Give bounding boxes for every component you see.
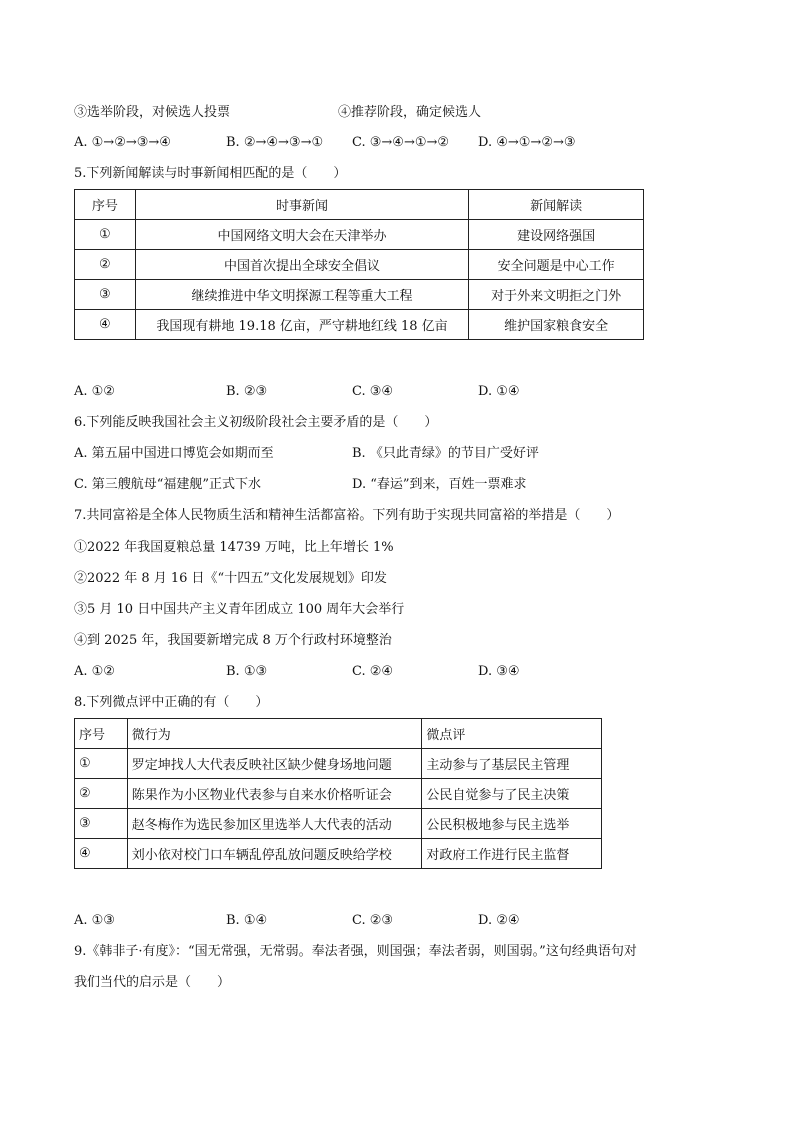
q4-option-b[interactable]: B. ②→④→③→① [226,135,324,150]
table-cell: 中国网络文明大会在天津举办 [135,220,469,250]
table-header-cell: 新闻解读 [469,190,644,220]
q8-stem: 8.下列微点评中正确的有（ ） [74,695,269,710]
q8-option-c[interactable]: C. ②③ [352,913,394,928]
q7-option-b[interactable]: B. ①③ [226,664,268,679]
q5-option-d[interactable]: D. ①④ [478,384,520,399]
table-row [75,310,644,340]
table-row [75,280,644,310]
table-cell: ① [75,220,136,250]
table-cell: 赵冬梅作为选民参加区里选举人大代表的活动 [127,809,422,839]
table-header-cell: 微行为 [127,719,422,749]
table-cell: ③ [75,809,128,839]
table-cell: 安全问题是中心工作 [469,250,644,280]
q9-stem-line-1: 9.《韩非子·有度》：“国无常强，无常弱。奉法者强，则国强；奉法者弱，则国弱。”这句经典语句对 [74,944,637,959]
table-row [75,250,644,280]
table-cell: ④ [75,310,136,340]
q7-item-4: ④到 2025 年，我国要新增完成 8 万个行政村环境整治 [74,633,392,648]
q4-item-3: ③选举阶段，对候选人投票 [74,105,231,120]
q6-stem: 6.下列能反映我国社会主义初级阶段社会主要矛盾的是（ ） [74,415,438,430]
table-cell: ① [75,749,128,779]
table-header-row [75,719,602,749]
table-header-cell: 时事新闻 [135,190,469,220]
q7-stem: 7.共同富裕是全体人民物质生活和精神生活都富裕。下列有助于实现共同富裕的举措是（ ） [74,508,620,523]
q6-option-d[interactable]: D. “春运”到来，百姓一票难求 [352,477,527,492]
table-header-cell: 序号 [75,719,128,749]
table-cell: 公民自觉参与了民主决策 [422,779,602,809]
q5-stem: 5.下列新闻解读与时事新闻相匹配的是（ ） [74,166,347,181]
q6-option-c[interactable]: C. 第三艘航母“福建舰”正式下水 [74,477,262,492]
table-row [75,749,602,779]
table-cell: 对政府工作进行民主监督 [422,839,602,869]
table-cell: 维护国家粮食安全 [469,310,644,340]
table-cell: ② [75,779,128,809]
q8-option-b[interactable]: B. ①④ [226,913,268,928]
table-cell: 主动参与了基层民主管理 [422,749,602,779]
q4-item-4: ④推荐阶段，确定候选人 [338,105,482,120]
table-cell: 公民积极地参与民主选举 [422,809,602,839]
table-cell: ④ [75,839,128,869]
table-cell: ③ [75,280,136,310]
table-row [75,839,602,869]
table-cell: 我国现有耕地 19.18 亿亩，严守耕地红线 18 亿亩 [135,310,469,340]
q4-option-d[interactable]: D. ④→①→②→③ [478,135,576,150]
q5-option-b[interactable]: B. ②③ [226,384,268,399]
q7-option-c[interactable]: C. ②④ [352,664,394,679]
table-header-cell: 微点评 [422,719,602,749]
q7-item-2: ②2022 年 8 月 16 日《“十四五”文化发展规划》印发 [74,571,387,586]
q4-option-c[interactable]: C. ③→④→①→② [352,135,450,150]
table-header-cell: 序号 [75,190,136,220]
q9-stem-line-2: 我们当代的启示是（ ） [74,975,231,990]
table-cell: 建设网络强国 [469,220,644,250]
q6-option-b[interactable]: B. 《只此青绿》的节目广受好评 [352,446,539,461]
q8-option-d[interactable]: D. ②④ [478,913,520,928]
table-cell: 中国首次提出全球安全倡议 [135,250,469,280]
table-row [75,220,644,250]
table-header-row [75,190,644,220]
q5-option-a[interactable]: A. ①② [74,384,115,399]
q8-table [74,718,602,869]
table-row [75,779,602,809]
table-cell: 继续推进中华文明探源工程等重大工程 [135,280,469,310]
table-cell: 罗定坤找人大代表反映社区缺少健身场地问题 [127,749,422,779]
q7-option-d[interactable]: D. ③④ [478,664,520,679]
q4-option-a[interactable]: A. ①→②→③→④ [74,135,171,150]
table-cell: 陈果作为小区物业代表参与自来水价格听证会 [127,779,422,809]
table-row [75,809,602,839]
q7-item-1: ①2022 年我国夏粮总量 14739 万吨，比上年增长 1% [74,540,394,555]
q5-table [74,189,644,340]
q5-option-c[interactable]: C. ③④ [352,384,394,399]
table-cell: 刘小依对校门口车辆乱停乱放问题反映给学校 [127,839,422,869]
q7-item-3: ③5 月 10 日中国共产主义青年团成立 100 周年大会举行 [74,602,405,617]
q7-option-a[interactable]: A. ①② [74,664,115,679]
table-cell: 对于外来文明拒之门外 [469,280,644,310]
q6-option-a[interactable]: A. 第五届中国进口博览会如期而至 [74,446,274,461]
table-cell: ② [75,250,136,280]
q8-option-a[interactable]: A. ①③ [74,913,115,928]
